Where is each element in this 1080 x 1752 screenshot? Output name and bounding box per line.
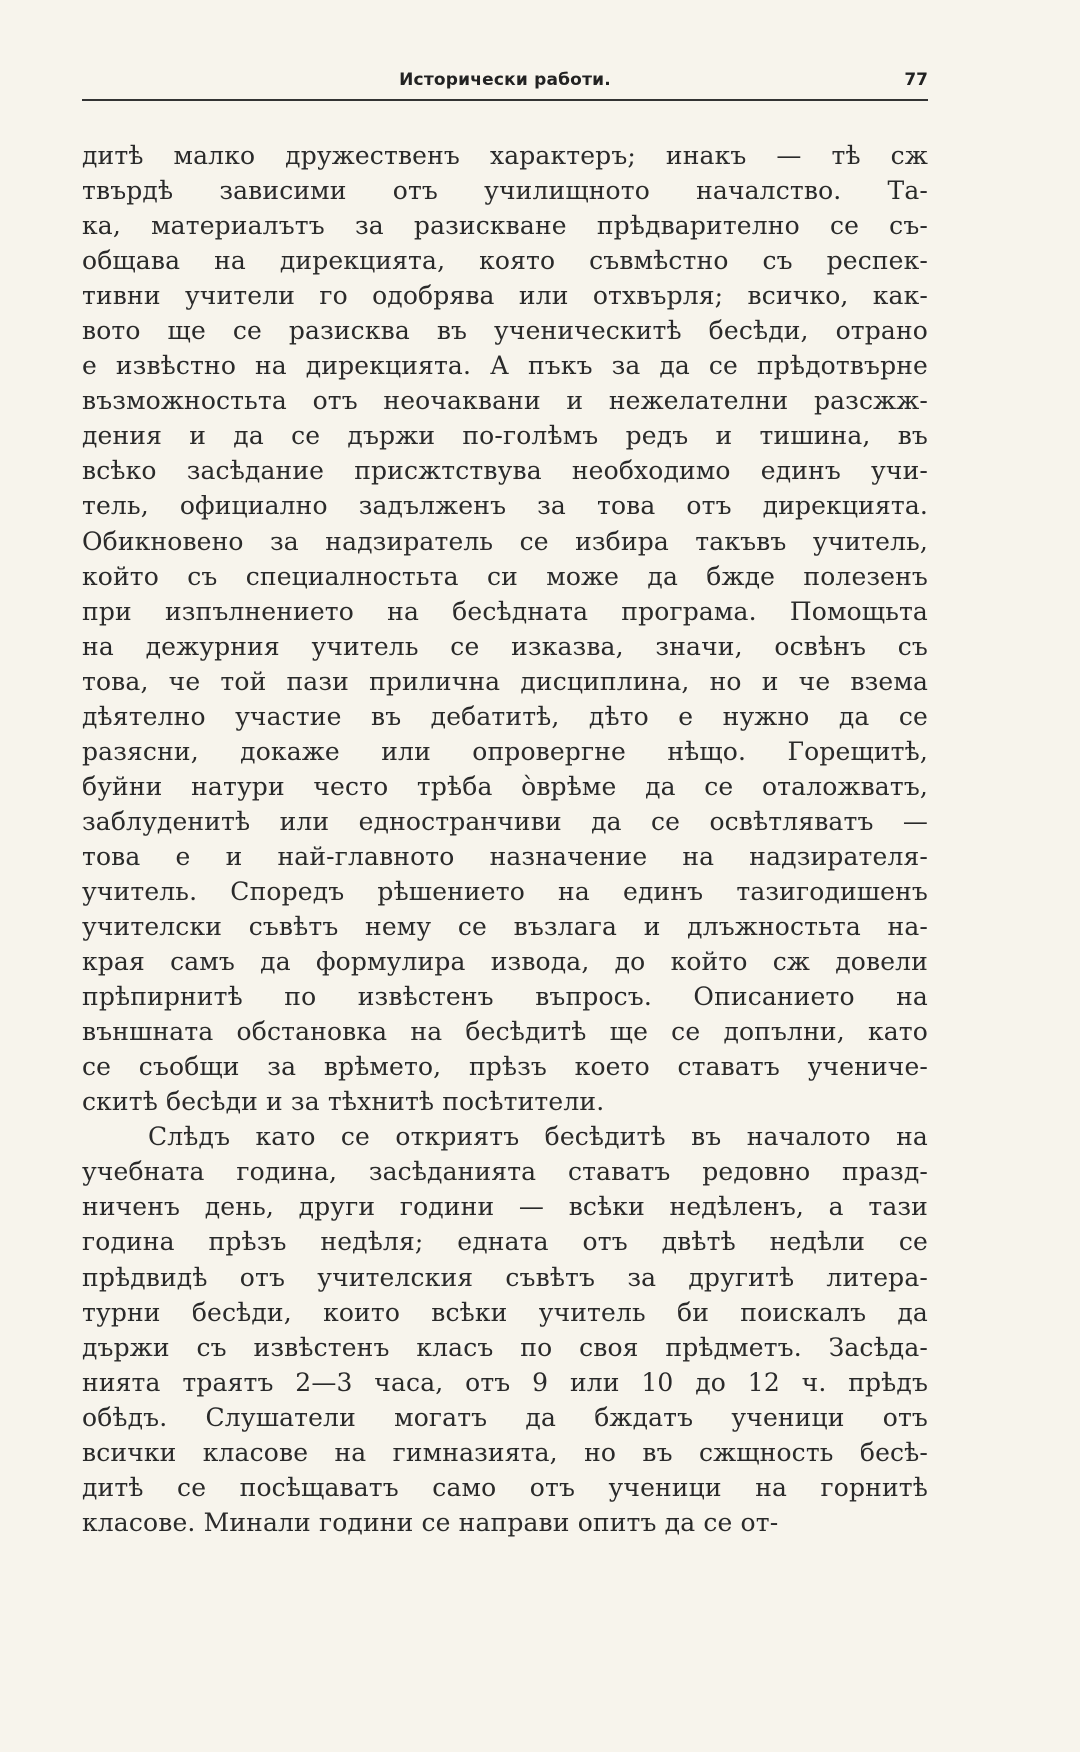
text-line: ка, материалътъ за разискване прѣдварително се съ-	[82, 211, 928, 241]
text-line: тивни учители го одобрява или отхвърля; всичко, как-	[82, 281, 928, 311]
text-line: прѣдвидѣ отъ учителския съвѣтъ за другитѣ литера-	[82, 1262, 928, 1292]
page-header	[82, 64, 928, 104]
text-line: прѣпирнитѣ по извѣстенъ въпросъ. Описанието на	[82, 982, 928, 1012]
text-line: буйни натури често трѣба òврѣме да се оталожватъ,	[82, 771, 928, 801]
text-line: това е и най-главното назначение на надзирателя-	[82, 841, 928, 871]
text-line: нията траятъ 2—3 часа, отъ 9 или 10 до 12 ч. прѣдъ	[82, 1367, 928, 1397]
text-line: ниченъ день, други години — всѣки недѣленъ, а тази	[82, 1192, 928, 1222]
text-line: дѣятелно участие въ дебатитѣ, дѣто е нужно да се	[82, 701, 928, 731]
text-line: дитѣ малко дружественъ характеръ; инакъ — тѣ сж	[82, 141, 928, 170]
text-line: заблуденитѣ или едностранчиви да се освѣтляватъ —	[82, 806, 928, 836]
text-line: при изпълнението на бесѣдната програма. Помощьта	[82, 596, 928, 626]
text-line: разясни, докаже или опровергне нѣщо. Горещитѣ,	[82, 736, 928, 766]
text-line: края самъ да формулира извода, до който сж довели	[82, 947, 928, 977]
text-line: това, че той пази прилична дисциплина, но и че взема	[82, 666, 928, 696]
text-line: който съ специалностьта си може да бжде полезенъ	[82, 561, 928, 591]
text-line: се съобщи за врѣмето, прѣзъ което ставатъ учениче-	[82, 1052, 928, 1082]
text-line: година прѣзъ недѣля; едната отъ двѣтѣ недѣли се	[82, 1227, 928, 1257]
text-line: външната обстановка на бесѣдитѣ ще се допълни, като	[82, 1017, 928, 1047]
text-line: класове. Минали години се направи опитъ да се от-	[82, 1507, 779, 1537]
header-rule	[82, 99, 928, 101]
text-line: всички класове на гимназията, но въ сжщность бесѣ-	[82, 1437, 928, 1467]
body-text	[82, 138, 928, 1540]
paragraph	[82, 1119, 928, 1540]
text-line: дения и да се държи по-голѣмъ редъ и тишина, въ	[82, 421, 928, 451]
text-line: Обикновено за надзиратель се избира такъвъ учитель,	[82, 526, 928, 556]
text-line: възможностьта отъ неочаквани и нежелателни разсжж-	[82, 386, 928, 416]
text-line: тель, официално задълженъ за това отъ дирекцията.	[82, 491, 928, 521]
text-line: вото ще се разисква въ ученическитѣ бесѣди, отрано	[82, 316, 928, 346]
text-line: учебната година, засѣданията ставатъ редовно празд-	[82, 1157, 928, 1187]
text-line: общава на дирекцията, която съвмѣстно съ респек-	[82, 246, 928, 276]
text-line: обѣдъ. Слушатели могатъ да бждатъ ученици отъ	[82, 1402, 928, 1432]
text-line: всѣко засѣдание присжтствува необходимо единъ учи-	[82, 456, 928, 486]
text-line: държи съ извѣстенъ класъ по своя прѣдметъ. Засѣда-	[82, 1332, 928, 1362]
text-line: скитѣ бесѣди и за тѣхнитѣ посѣтители.	[82, 1087, 605, 1117]
text-line: учителски съвѣтъ нему се възлага и длъжностьта на-	[82, 912, 928, 942]
text-line: на дежурния учитель се изказва, значи, освѣнъ съ	[82, 631, 928, 661]
text-line: твърдѣ зависими отъ училищното началство. Та-	[82, 176, 928, 206]
running-title: Исторически работи.	[399, 70, 611, 90]
text-line: Слѣдъ като се откриятъ бесѣдитѣ въ началото на	[148, 1122, 928, 1152]
text-line: турни бесѣди, които всѣки учитель би поискалъ да	[82, 1297, 928, 1327]
page-number: 77	[904, 70, 928, 90]
text-line: учитель. Споредъ рѣшението на единъ тазигодишенъ	[82, 876, 928, 906]
text-line: дитѣ се посѣщаватъ само отъ ученици на горнитѣ	[82, 1472, 928, 1502]
paragraph	[82, 138, 928, 1119]
text-line: е извѣстно на дирекцията. А пъкъ за да се прѣдотвърне	[82, 351, 928, 381]
